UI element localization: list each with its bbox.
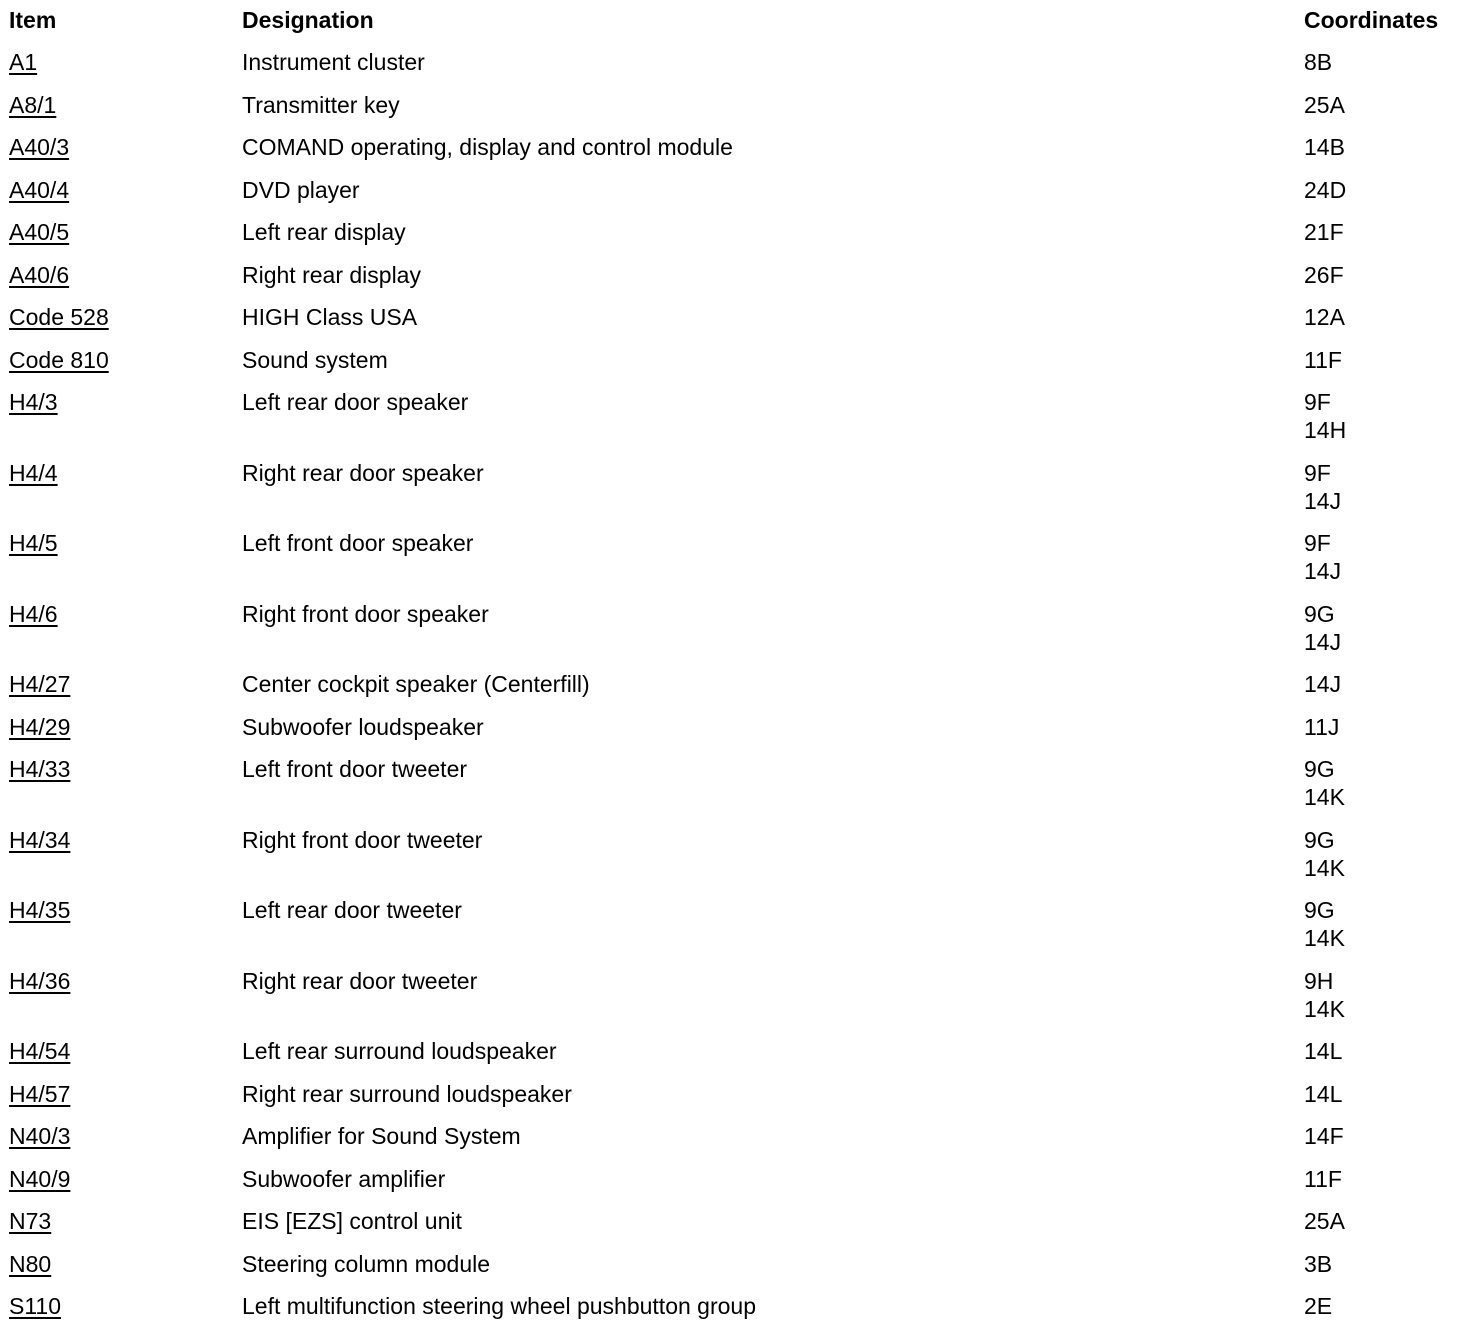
table-row xyxy=(9,961,1459,1032)
designation-cell: COMAND operating, display and control module xyxy=(242,134,733,160)
item-link[interactable]: H4/6 xyxy=(9,600,58,627)
item-cell xyxy=(9,600,58,628)
coordinates-cell xyxy=(1304,1037,1342,1065)
item-cell xyxy=(9,261,69,289)
item-cell xyxy=(9,1080,70,1108)
designation-cell: Left front door speaker xyxy=(242,530,474,556)
item-link[interactable]: A40/3 xyxy=(9,134,70,160)
item-cell xyxy=(9,133,69,161)
designation-cell: Center cockpit speaker (Centerfill) xyxy=(242,671,590,697)
table-row xyxy=(9,453,1459,524)
table-row xyxy=(9,170,1459,213)
item-cell xyxy=(9,1037,70,1065)
item-cell xyxy=(9,459,58,487)
coordinates-cell xyxy=(1304,1080,1342,1108)
designation-cell: Left rear door tweeter xyxy=(242,897,462,923)
item-cell xyxy=(9,1207,51,1235)
item-link[interactable]: A8/1 xyxy=(9,91,57,118)
coordinate-value: 14F xyxy=(1304,1123,1344,1149)
coordinates-cell xyxy=(1304,670,1341,698)
designation-cell: Right rear display xyxy=(242,261,421,288)
item-cell xyxy=(9,826,70,854)
table-row xyxy=(9,127,1459,170)
coordinates-cell xyxy=(1304,346,1342,374)
table-row xyxy=(9,1159,1459,1202)
table-row xyxy=(9,664,1459,707)
item-link[interactable]: N40/3 xyxy=(9,1123,71,1149)
coordinate-value: 9G xyxy=(1304,600,1335,627)
coordinate-value: 14H xyxy=(1304,417,1347,443)
designation-cell: Right rear door tweeter xyxy=(242,967,478,994)
component-legend-table xyxy=(9,0,1459,1329)
coordinates-cell xyxy=(1304,303,1345,331)
table-header xyxy=(9,0,1459,42)
coordinate-value: 25A xyxy=(1304,91,1345,118)
item-link[interactable]: Code 810 xyxy=(9,346,109,373)
coordinate-value: 2E xyxy=(1304,1293,1333,1319)
coordinate-value: 14L xyxy=(1304,1080,1343,1107)
coordinates-cell xyxy=(1304,1292,1332,1320)
coordinate-value: 14B xyxy=(1304,134,1345,160)
coordinate-value: 24D xyxy=(1304,176,1347,203)
coordinate-value: 9G xyxy=(1304,756,1335,782)
table-row xyxy=(9,1244,1459,1287)
item-link[interactable]: H4/29 xyxy=(9,713,71,740)
table-row xyxy=(9,297,1459,340)
coordinates-cell xyxy=(1304,1165,1342,1193)
coordinate-value: 9F xyxy=(1304,530,1331,556)
item-cell xyxy=(9,346,109,374)
table-row xyxy=(9,255,1459,298)
item-link[interactable]: H4/5 xyxy=(9,530,58,556)
designation-cell: Left rear door speaker xyxy=(242,389,469,415)
coordinates-cell xyxy=(1304,218,1344,246)
designation-cell: Sound system xyxy=(242,346,388,373)
coordinate-value: 3B xyxy=(1304,1250,1333,1277)
coordinate-value: 11F xyxy=(1304,1165,1342,1192)
coordinates-cell xyxy=(1304,967,1345,1023)
coordinates-cell xyxy=(1304,529,1341,585)
table-row xyxy=(9,1031,1459,1074)
header-coordinates: Coordinates xyxy=(1304,7,1439,33)
coordinate-value: 9G xyxy=(1304,826,1335,853)
item-link[interactable]: A1 xyxy=(9,49,38,75)
item-link[interactable]: N80 xyxy=(9,1250,52,1277)
item-link[interactable]: H4/54 xyxy=(9,1038,71,1064)
table-row xyxy=(9,523,1459,594)
coordinates-cell xyxy=(1304,1250,1332,1278)
designation-cell: Steering column module xyxy=(242,1250,491,1277)
coordinate-value: 14J xyxy=(1304,628,1342,655)
coordinates-cell xyxy=(1304,1207,1345,1235)
designation-cell: Subwoofer loudspeaker xyxy=(242,713,484,740)
item-cell xyxy=(9,91,56,119)
table-row xyxy=(9,42,1459,85)
item-cell xyxy=(9,218,69,246)
designation-cell: Right rear door speaker xyxy=(242,459,484,486)
item-cell xyxy=(9,529,58,557)
table-row xyxy=(9,212,1459,255)
table-body xyxy=(9,42,1459,1329)
item-link[interactable]: H4/36 xyxy=(9,967,71,994)
item-link[interactable]: S110 xyxy=(9,1293,62,1319)
coordinate-value: 9F xyxy=(1304,389,1331,415)
table-row xyxy=(9,820,1459,891)
item-cell xyxy=(9,713,70,741)
item-cell xyxy=(9,176,69,204)
coordinate-value: 14K xyxy=(1304,784,1345,810)
coordinates-cell xyxy=(1304,1122,1344,1150)
coordinates-cell xyxy=(1304,600,1341,656)
coordinates-cell xyxy=(1304,713,1339,741)
table-row xyxy=(9,749,1459,820)
coordinates-cell xyxy=(1304,91,1345,119)
item-cell xyxy=(9,967,70,995)
item-link[interactable]: H4/3 xyxy=(9,389,58,415)
coordinate-value: 21F xyxy=(1304,219,1344,245)
coordinate-value: 14J xyxy=(1304,558,1342,584)
designation-cell: Left rear display xyxy=(242,219,406,245)
coordinates-cell xyxy=(1304,261,1344,289)
item-cell xyxy=(9,303,109,331)
coordinates-cell xyxy=(1304,388,1346,444)
table-row xyxy=(9,382,1459,453)
coordinates-cell xyxy=(1304,459,1341,515)
table-row xyxy=(9,1286,1459,1329)
item-cell xyxy=(9,1292,61,1320)
coordinate-value: 14L xyxy=(1304,1038,1343,1064)
table-row xyxy=(9,1201,1459,1244)
coordinate-value: 14K xyxy=(1304,925,1345,951)
coordinate-value: 26F xyxy=(1304,261,1344,288)
item-link[interactable]: H4/4 xyxy=(9,459,58,486)
coordinate-value: 14K xyxy=(1304,995,1345,1022)
header-designation: Designation xyxy=(242,7,374,33)
coordinate-value: 14J xyxy=(1304,487,1342,514)
designation-cell: Left front door tweeter xyxy=(242,756,468,782)
designation-cell: Right front door tweeter xyxy=(242,826,483,853)
coordinates-cell xyxy=(1304,48,1332,76)
coordinates-cell xyxy=(1304,896,1345,952)
designation-cell: Amplifier for Sound System xyxy=(242,1123,521,1149)
item-link[interactable]: A40/5 xyxy=(9,219,70,245)
item-cell xyxy=(9,48,37,76)
table-row xyxy=(9,707,1459,750)
item-link[interactable]: N73 xyxy=(9,1208,52,1234)
table-row xyxy=(9,1116,1459,1159)
designation-cell: Right front door speaker xyxy=(242,600,489,627)
coordinate-value: 8B xyxy=(1304,49,1333,75)
designation-cell: DVD player xyxy=(242,176,360,203)
coordinate-value: 14K xyxy=(1304,854,1345,881)
item-link[interactable]: H4/57 xyxy=(9,1080,71,1107)
item-link[interactable]: H4/34 xyxy=(9,826,71,853)
table-row xyxy=(9,85,1459,128)
designation-cell: Subwoofer amplifier xyxy=(242,1165,446,1192)
coordinate-value: 11J xyxy=(1304,713,1340,740)
coordinate-value: 12A xyxy=(1304,304,1345,330)
designation-cell: Right rear surround loudspeaker xyxy=(242,1080,572,1107)
coordinates-cell xyxy=(1304,826,1345,882)
item-cell xyxy=(9,388,58,416)
item-cell xyxy=(9,1122,70,1150)
item-cell xyxy=(9,670,70,698)
item-link[interactable]: A40/4 xyxy=(9,176,70,203)
designation-cell: EIS [EZS] control unit xyxy=(242,1208,462,1234)
coordinate-value: 25A xyxy=(1304,1208,1345,1234)
item-cell xyxy=(9,896,70,924)
item-link[interactable]: N40/9 xyxy=(9,1165,71,1192)
coordinates-cell xyxy=(1304,176,1346,204)
designation-cell: Left multifunction steering wheel pushbutton group xyxy=(242,1293,756,1319)
header-item: Item xyxy=(9,7,57,33)
designation-cell: Left rear surround loudspeaker xyxy=(242,1038,557,1064)
table-row xyxy=(9,890,1459,961)
coordinates-cell xyxy=(1304,755,1345,811)
designation-cell: Transmitter key xyxy=(242,91,400,118)
table-row xyxy=(9,1074,1459,1117)
item-link[interactable]: A40/6 xyxy=(9,261,70,288)
table-row xyxy=(9,340,1459,383)
coordinate-value: 11F xyxy=(1304,346,1342,373)
coordinate-value: 9F xyxy=(1304,459,1331,486)
coordinate-value: 9G xyxy=(1304,897,1335,923)
designation-cell: HIGH Class USA xyxy=(242,304,418,330)
coordinate-value: 9H xyxy=(1304,967,1334,994)
item-link[interactable]: H4/33 xyxy=(9,756,71,782)
coordinate-value: 14J xyxy=(1304,671,1342,697)
item-cell xyxy=(9,1250,51,1278)
item-link[interactable]: H4/35 xyxy=(9,897,71,923)
item-cell xyxy=(9,755,70,783)
item-link[interactable]: Code 528 xyxy=(9,304,109,330)
item-link[interactable]: H4/27 xyxy=(9,671,71,697)
designation-cell: Instrument cluster xyxy=(242,49,425,75)
coordinates-cell xyxy=(1304,133,1345,161)
item-cell xyxy=(9,1165,70,1193)
table-row xyxy=(9,594,1459,665)
